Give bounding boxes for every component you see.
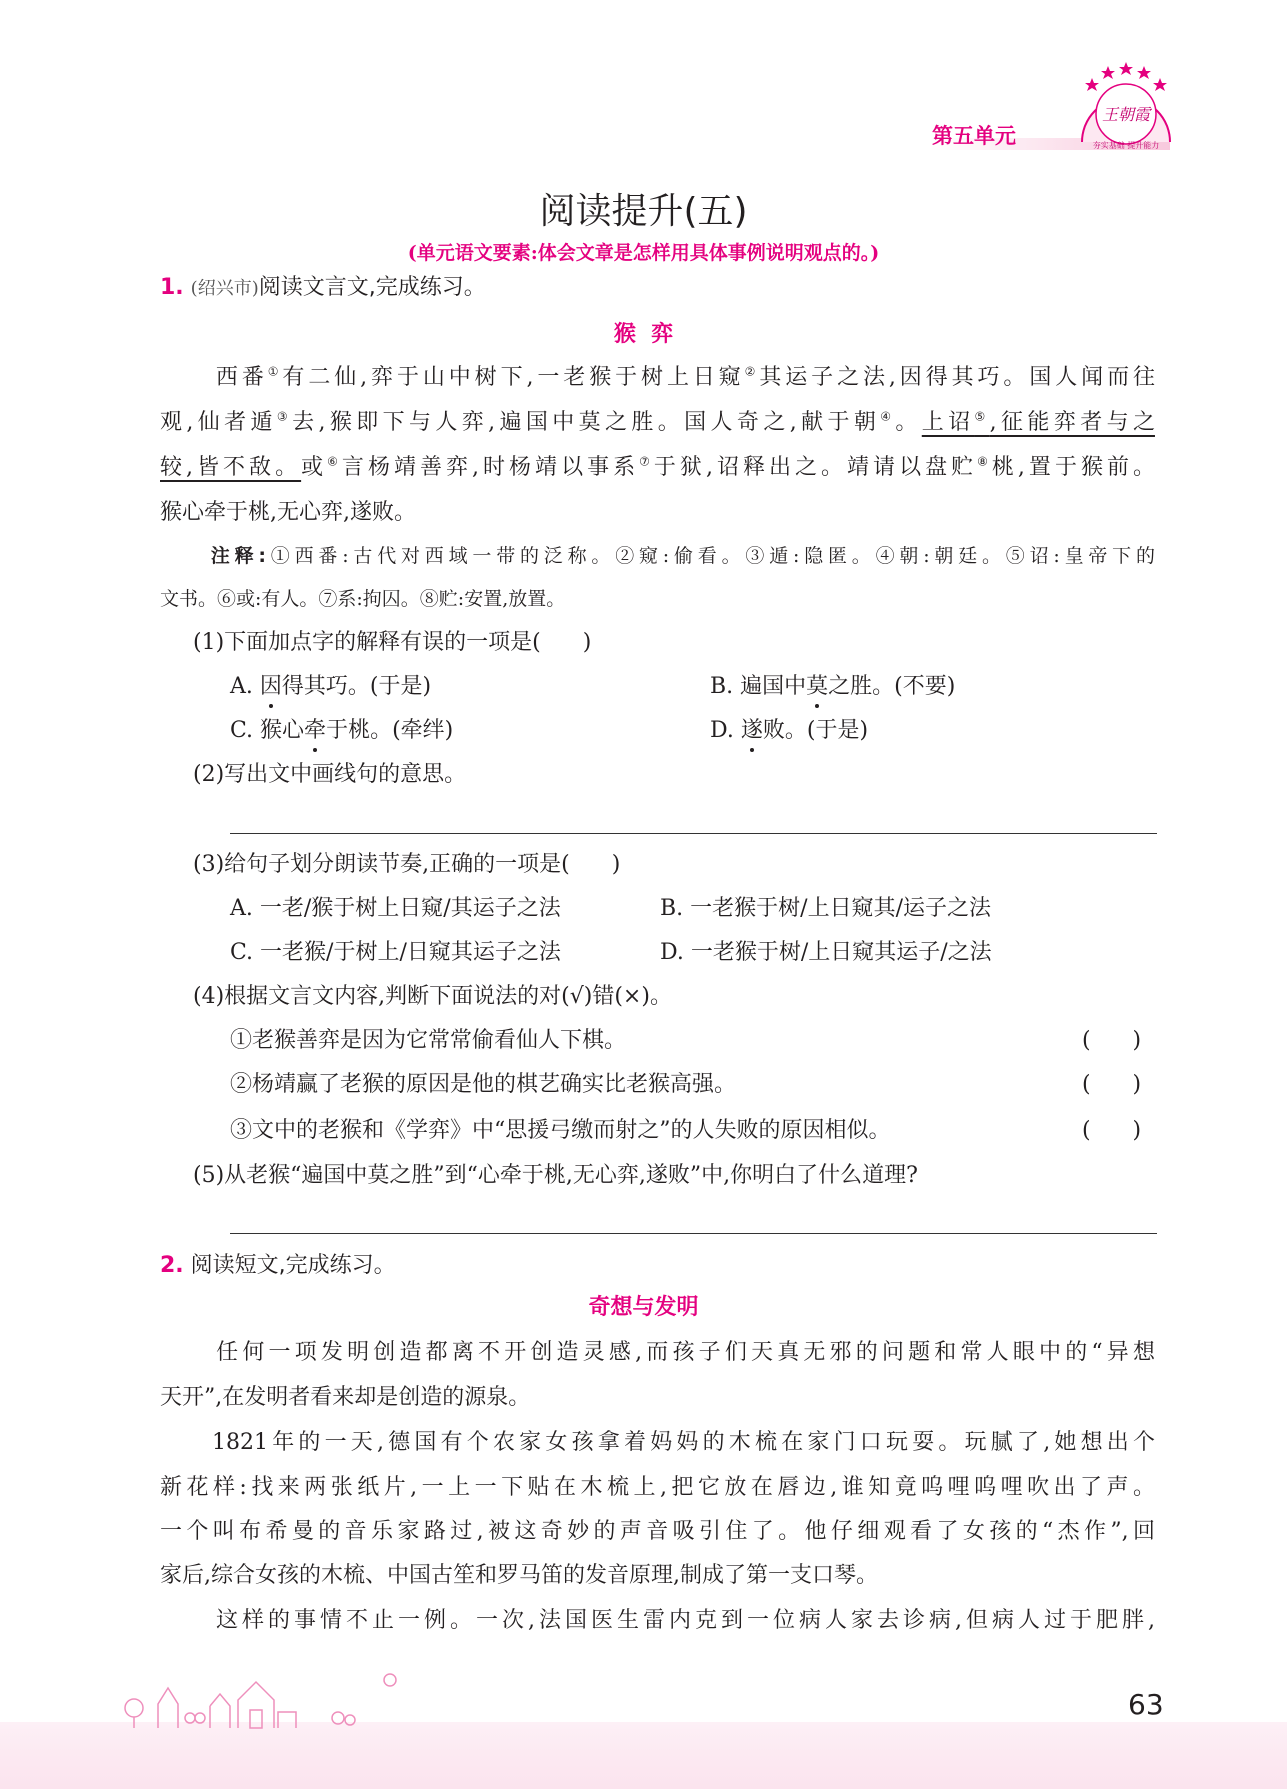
q2-passage-line: 这样的事情不止一例。一次,法国医生雷内克到一位病人家去诊病,但病人过于肥胖,	[212, 1608, 1155, 1633]
q2-number: 2.	[160, 1253, 184, 1278]
footer-band	[0, 1722, 1287, 1789]
q1-passage-line: 西番①有二仙,弈于山中树下,一老猴于树上日窥②其运子之法,因得其巧。国人闻而往	[212, 364, 1155, 390]
q1-sub3-option-a: A. 一老/猴于树上日窥/其运子之法	[230, 896, 561, 921]
q1-notes: 文书。⑥或:有人。⑦系:拘囚。⑧贮:安置,放置。	[160, 588, 566, 610]
q1-passage-line: 猴心牵于桃,无心弈,遂败。	[160, 500, 416, 525]
unit-label: 第五单元	[932, 124, 1016, 148]
q1-sub3-option-c: C. 一老猴/于树上/日窥其运子之法	[230, 940, 561, 965]
castle-decoration	[118, 1660, 418, 1730]
q2-passage-line: 一个叫布希曼的音乐家路过,被这奇妙的声音吸引住了。他仔细观看了女孩的“杰作”,回	[160, 1519, 1155, 1544]
logo-slogan: 夯实基础 提升能力	[1092, 141, 1160, 150]
q1-sub1-question: (1)下面加点字的解释有误的一项是( )	[193, 630, 592, 655]
q1-instruction: 阅读文言文,完成练习。	[258, 275, 486, 300]
page-subtitle: (单元语文要素:体会文章是怎样用具体事例说明观点的。)	[407, 242, 880, 264]
q1-passage-line: 较,皆不敌。或⑥言杨靖善弈,时杨靖以事系⑦于狱,诏释出之。靖请以盘贮⑧桃,置于猴前。	[160, 454, 1156, 480]
judge-answer-paren[interactable]: ( )	[1082, 1028, 1142, 1053]
q1-sub3-question: (3)给句子划分朗读节奏,正确的一项是( )	[193, 852, 621, 877]
underlined-sentence: 较,皆不敌。	[160, 455, 302, 480]
q2-passage-line: 任何一项发明创造都离不开创造灵感,而孩子们天真无邪的问题和常人眼中的“异想	[212, 1340, 1155, 1365]
q1-sub4-question: (4)根据文言文内容,判断下面说法的对(√)错(×)。	[193, 984, 672, 1009]
q2-instruction: 阅读短文,完成练习。	[190, 1253, 396, 1278]
q1-passage-title: 猴 弈	[613, 322, 674, 347]
judge-answer-paren[interactable]: ( )	[1082, 1118, 1142, 1143]
page-title: 阅读提升(五)	[539, 191, 748, 232]
judge-answer-paren[interactable]: ( )	[1082, 1072, 1142, 1097]
answer-line[interactable]	[230, 1233, 1157, 1234]
q1-sub1-option-c: C. 猴心牵于桃。(牵绊)	[230, 718, 454, 743]
q1-header	[160, 273, 486, 304]
q1-sub3-option-d: D. 一老猴于树/上日窥其运子/之法	[660, 940, 992, 965]
q1-sub2-question: (2)写出文中画线句的意思。	[193, 762, 467, 787]
q2-passage-line: 天开”,在发明者看来却是创造的源泉。	[160, 1385, 531, 1410]
answer-line[interactable]	[230, 833, 1157, 834]
notes-label: 注释:	[206, 545, 266, 567]
page-number: 63	[1128, 1688, 1164, 1721]
q2-passage-line: 新花样:找来两张纸片,一上一下贴在木梳上,把它放在唇边,谁知竟呜哩呜哩吹出了声。	[160, 1475, 1155, 1500]
q2-passage-title: 奇想与发明	[588, 1295, 699, 1320]
q1-sub1-option-b: B. 遍国中莫之胜。(不要)	[710, 674, 956, 699]
q1-sub1-option-a: A. 因得其巧。(于是)	[230, 674, 432, 699]
q2-passage-line: 家后,综合女孩的木梳、中国古笙和罗马笛的发音原理,制成了第一支口琴。	[160, 1563, 878, 1588]
q1-source: (绍兴市)	[190, 278, 259, 299]
judge-item: ①老猴善弈是因为它常常偷看仙人下棋。	[230, 1028, 627, 1053]
q2-passage-line: 1821年的一天,德国有个农家女孩拿着妈妈的木梳在家门口玩耍。玩腻了,她想出个	[212, 1430, 1155, 1455]
q1-sub1-option-d: D. 遂败。(于是)	[710, 718, 869, 743]
judge-item: ③文中的老猴和《学弈》中“思援弓缴而射之”的人失败的原因相似。	[230, 1118, 891, 1143]
q2-header	[160, 1251, 396, 1281]
q1-notes: 注释:①西番:古代对西域一带的泛称。②窥:偷看。③遁:隐匿。④朝:朝廷。⑤诏:皇帝下的	[206, 545, 1155, 567]
brand-logo	[1070, 56, 1182, 156]
q1-sub3-option-b: B. 一老猴于树/上日窥其/运子之法	[660, 896, 991, 921]
underlined-sentence: 上诏⑤,征能弈者与之	[921, 409, 1155, 435]
q1-number: 1.	[160, 275, 184, 300]
q1-sub5-question: (5)从老猴“遍国中莫之胜”到“心牵于桃,无心弈,遂败”中,你明白了什么道理?	[193, 1163, 918, 1188]
logo-text: 王朝霞	[1101, 105, 1150, 124]
judge-item: ②杨靖赢了老猴的原因是他的棋艺确实比老猴高强。	[230, 1072, 737, 1097]
q1-passage-line: 观,仙者遁③去,猴即下与人弈,遍国中莫之胜。国人奇之,献于朝④。上诏⑤,征能弈者与之	[160, 409, 1155, 435]
